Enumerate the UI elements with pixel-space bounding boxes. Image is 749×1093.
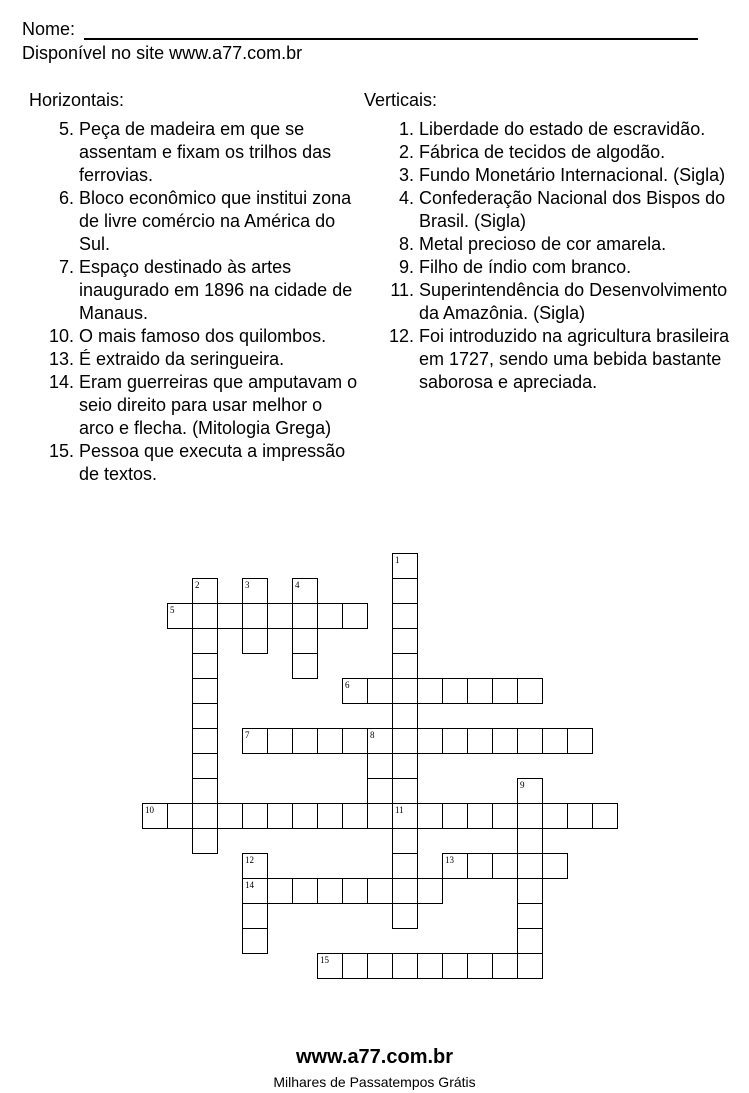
crossword-cell[interactable]	[518, 954, 543, 979]
crossword-cell[interactable]	[368, 804, 393, 829]
cell-number: 13	[445, 855, 454, 865]
crossword-cell[interactable]	[268, 804, 293, 829]
crossword-cell[interactable]	[543, 854, 568, 879]
crossword-cell[interactable]	[393, 704, 418, 729]
clue-text: Peça de madeira em que se assentam e fixam os trilhos das ferrovias.	[79, 119, 332, 185]
cell-number: 15	[320, 955, 329, 965]
crossword-cell[interactable]	[218, 804, 243, 829]
crossword-cell[interactable]	[368, 679, 393, 704]
crossword-cell[interactable]	[393, 804, 418, 829]
crossword-cell[interactable]	[493, 804, 518, 829]
crossword-cell[interactable]	[293, 629, 318, 654]
crossword-cell[interactable]	[518, 729, 543, 754]
crossword-cell[interactable]	[443, 804, 468, 829]
crossword-cell[interactable]	[143, 804, 168, 829]
crossword-cell[interactable]	[243, 854, 268, 879]
crossword-cell[interactable]	[493, 679, 518, 704]
cell-number: 2	[195, 580, 200, 590]
crossword-cell[interactable]	[393, 829, 418, 854]
crossword-cell[interactable]	[543, 804, 568, 829]
clue-text: Liberdade do estado de escravidão.	[419, 119, 706, 139]
crossword-cell[interactable]	[418, 679, 443, 704]
crossword-cell[interactable]	[293, 729, 318, 754]
crossword-cell[interactable]	[343, 679, 368, 704]
clue-number: 11.	[390, 280, 414, 300]
clue-text: Filho de índio com branco.	[419, 257, 632, 277]
crossword-cell[interactable]	[393, 554, 418, 579]
cell-number: 4	[295, 580, 300, 590]
clue-number: 5.	[58, 119, 74, 139]
crossword-cell[interactable]	[418, 879, 443, 904]
site-line: Disponível no site www.a77.com.br	[22, 43, 303, 63]
clue-text: Espaço destinado às artes inaugurado em 1896 na cidade de Manaus.	[79, 257, 353, 323]
crossword-cell[interactable]	[393, 779, 418, 804]
crossword-cell[interactable]	[318, 954, 343, 979]
cell-number: 6	[345, 680, 350, 690]
crossword-cell[interactable]	[343, 804, 368, 829]
crossword-cell[interactable]	[193, 804, 218, 829]
crossword-cell[interactable]	[243, 579, 268, 604]
clue-number: 9.	[398, 257, 414, 277]
crossword-cell[interactable]	[393, 629, 418, 654]
crossword-cell[interactable]	[493, 854, 518, 879]
crossword-cell[interactable]	[293, 604, 318, 629]
crossword-cell[interactable]	[168, 804, 193, 829]
crossword-cell[interactable]	[168, 604, 193, 629]
clue-text: Foi introduzido na agricultura brasileira em 1727, sendo uma bebida bastante saborosa e apreciada.	[419, 326, 730, 392]
crossword-cell[interactable]	[368, 879, 393, 904]
name-label: Nome:	[22, 19, 76, 39]
crossword-cell[interactable]	[518, 904, 543, 929]
crossword-cell[interactable]	[468, 854, 493, 879]
crossword-cell[interactable]	[593, 804, 618, 829]
crossword-cell[interactable]	[243, 604, 268, 629]
crossword-cell[interactable]	[243, 929, 268, 954]
crossword-cell[interactable]	[443, 854, 468, 879]
crossword-cell[interactable]	[393, 879, 418, 904]
cell-number: 5	[170, 605, 175, 615]
crossword-cell[interactable]	[293, 654, 318, 679]
clue-number: 4.	[398, 188, 414, 208]
crossword-cell[interactable]	[518, 929, 543, 954]
crossword-cell[interactable]	[368, 754, 393, 779]
crossword-cell[interactable]	[443, 679, 468, 704]
crossword-cell[interactable]	[468, 679, 493, 704]
clue-text: O mais famoso dos quilombos.	[79, 326, 327, 346]
crossword-cell[interactable]	[393, 654, 418, 679]
clue-text: Pessoa que executa a impressão de textos.	[79, 441, 346, 484]
crossword-cell[interactable]	[468, 804, 493, 829]
crossword-cell[interactable]	[243, 904, 268, 929]
crossword-cell[interactable]	[518, 829, 543, 854]
clue-number: 14.	[48, 372, 74, 392]
crossword-cell[interactable]	[393, 579, 418, 604]
crossword-cell[interactable]	[518, 804, 543, 829]
crossword-cell[interactable]	[493, 729, 518, 754]
crossword-cell[interactable]	[193, 704, 218, 729]
crossword-cell[interactable]	[193, 754, 218, 779]
crossword-cell[interactable]	[293, 804, 318, 829]
cell-number: 3	[245, 580, 250, 590]
crossword-cell[interactable]	[368, 729, 393, 754]
clue-text: Eram guerreiras que amputavam o seio direito para usar melhor o arco e flecha. (Mitologia Grega)	[79, 372, 358, 438]
crossword-cell[interactable]	[468, 954, 493, 979]
crossword-cell[interactable]	[518, 679, 543, 704]
crossword-cell[interactable]	[443, 954, 468, 979]
cell-number: 14	[245, 880, 254, 890]
crossword-cell[interactable]	[318, 879, 343, 904]
crossword-cell[interactable]	[318, 729, 343, 754]
clue-text: Superintendência do Desenvolvimento da Amazônia. (Sigla)	[419, 280, 728, 323]
cell-number: 8	[370, 730, 375, 740]
crossword-cell[interactable]	[318, 804, 343, 829]
clue-number: 6.	[58, 188, 74, 208]
cell-number: 1	[395, 555, 400, 565]
clue-number: 13.	[48, 349, 74, 369]
crossword-cell[interactable]	[393, 679, 418, 704]
crossword-cell[interactable]	[518, 879, 543, 904]
clue-number: 15.	[48, 441, 74, 461]
crossword-cell[interactable]	[418, 729, 443, 754]
crossword-cell[interactable]	[343, 604, 368, 629]
crossword-cell[interactable]	[243, 729, 268, 754]
crossword-cell[interactable]	[368, 779, 393, 804]
clue-number: 3.	[398, 165, 414, 185]
clue-text: Fábrica de tecidos de algodão.	[419, 142, 666, 162]
crossword-cell[interactable]	[343, 954, 368, 979]
clue-text: É extraido da seringueira.	[79, 349, 285, 369]
cell-number: 10	[145, 805, 154, 815]
crossword-cell[interactable]	[193, 579, 218, 604]
crossword-cell[interactable]	[218, 604, 243, 629]
crossword-cell[interactable]	[568, 804, 593, 829]
crossword-cell[interactable]	[243, 629, 268, 654]
crossword-cell[interactable]	[418, 804, 443, 829]
crossword-cell[interactable]	[268, 879, 293, 904]
crossword-cell[interactable]	[293, 579, 318, 604]
vertical-clues-title: Verticais:	[364, 90, 438, 110]
clue-number: 7.	[58, 257, 74, 277]
crossword-cell[interactable]	[368, 954, 393, 979]
clue-text: Fundo Monetário Internacional. (Sigla)	[419, 165, 726, 185]
crossword-cell[interactable]	[268, 604, 293, 629]
crossword-cell[interactable]	[318, 604, 343, 629]
clue-text: Bloco econômico que institui zona de livre comércio na América do Sul.	[79, 188, 352, 254]
crossword-cell[interactable]	[493, 954, 518, 979]
crossword-cell[interactable]	[393, 904, 418, 929]
crossword-cell[interactable]	[343, 879, 368, 904]
crossword-cell[interactable]	[243, 879, 268, 904]
crossword-cell[interactable]	[518, 779, 543, 804]
crossword-cell[interactable]	[418, 954, 443, 979]
cell-number: 9	[520, 780, 525, 790]
crossword-cell[interactable]	[193, 729, 218, 754]
clue-number: 10.	[48, 326, 74, 346]
crossword-cell[interactable]	[393, 954, 418, 979]
crossword-cell[interactable]	[193, 629, 218, 654]
crossword-cell[interactable]	[393, 854, 418, 879]
crossword-cell[interactable]	[268, 729, 293, 754]
crossword-cell[interactable]	[193, 829, 218, 854]
clue-number: 12.	[388, 326, 414, 346]
crossword-cell[interactable]	[568, 729, 593, 754]
crossword-cell[interactable]	[193, 654, 218, 679]
crossword-cell[interactable]	[193, 604, 218, 629]
clue-text: Confederação Nacional dos Bispos do Brasil. (Sigla)	[419, 188, 726, 231]
clue-number: 8.	[398, 234, 414, 254]
crossword-cell[interactable]	[193, 679, 218, 704]
clue-number: 1.	[398, 119, 414, 139]
crossword-cell[interactable]	[193, 779, 218, 804]
horizontal-clues-title: Horizontais:	[29, 90, 125, 110]
footer-tagline: Milhares de Passatempos Grátis	[273, 1074, 476, 1090]
clue-text: Metal precioso de cor amarela.	[419, 234, 667, 254]
crossword-cell[interactable]	[518, 854, 543, 879]
crossword-cell[interactable]	[393, 729, 418, 754]
crossword-cell[interactable]	[543, 729, 568, 754]
crossword-cell[interactable]	[443, 729, 468, 754]
crossword-cell[interactable]	[393, 754, 418, 779]
footer-site: www.a77.com.br	[295, 1046, 454, 1068]
crossword-cell[interactable]	[393, 604, 418, 629]
cell-number: 11	[395, 805, 404, 815]
cell-number: 7	[245, 730, 250, 740]
crossword-cell[interactable]	[243, 804, 268, 829]
clue-number: 2.	[398, 142, 414, 162]
crossword-cell[interactable]	[343, 729, 368, 754]
cell-number: 12	[245, 855, 254, 865]
crossword-cell[interactable]	[468, 729, 493, 754]
crossword-cell[interactable]	[293, 879, 318, 904]
